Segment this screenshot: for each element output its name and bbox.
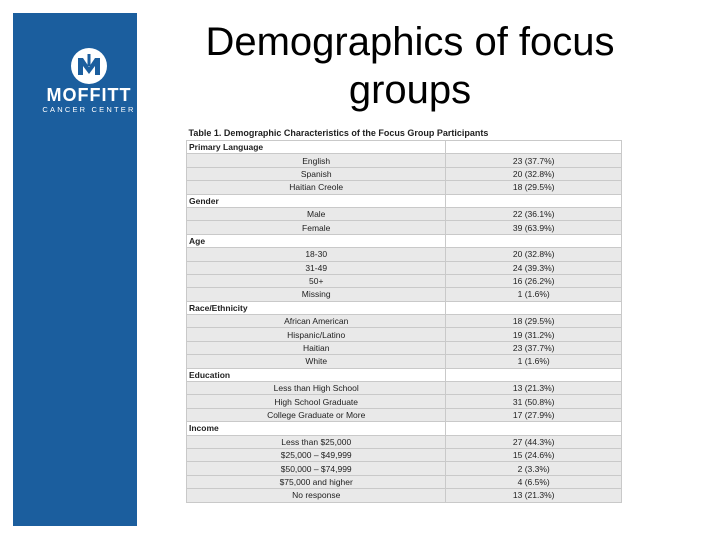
row-label: English: [187, 154, 446, 167]
section-title: Race/Ethnicity: [187, 301, 446, 314]
section-title: Gender: [187, 194, 446, 207]
logo-name: MOFFITT: [46, 85, 132, 105]
row-value: 1 (1.6%): [446, 288, 622, 301]
section-title: Age: [187, 234, 446, 247]
section-empty-cell: [446, 194, 622, 207]
table-row: [187, 221, 622, 234]
row-value: 24 (39.3%): [446, 261, 622, 274]
row-label: Less than $25,000: [187, 435, 446, 448]
row-value: 16 (26.2%): [446, 274, 622, 287]
section-empty-cell: [446, 422, 622, 435]
table-row: [187, 355, 622, 368]
row-label: Male: [187, 207, 446, 220]
row-label: Female: [187, 221, 446, 234]
row-label: $25,000 – $49,999: [187, 448, 446, 461]
section-header-row: [187, 194, 622, 207]
table-row: [187, 315, 622, 328]
row-value: 19 (31.2%): [446, 328, 622, 341]
table-row: [187, 341, 622, 354]
table-row: [187, 207, 622, 220]
brand-sidebar: [13, 13, 137, 526]
row-label: African American: [187, 315, 446, 328]
row-value: 39 (63.9%): [446, 221, 622, 234]
row-value: 18 (29.5%): [446, 315, 622, 328]
moffitt-logo-icon: [69, 46, 109, 86]
row-label: Haitian Creole: [187, 181, 446, 194]
logo-subtitle: CANCER CENTER: [42, 105, 136, 114]
section-header-row: [187, 301, 622, 314]
section-title: Primary Language: [187, 141, 446, 154]
row-value: 27 (44.3%): [446, 435, 622, 448]
row-value: 4 (6.5%): [446, 475, 622, 488]
table-row: [187, 328, 622, 341]
row-label: 18-30: [187, 248, 446, 261]
section-title: Income: [187, 422, 446, 435]
row-value: 31 (50.8%): [446, 395, 622, 408]
table-row: [187, 288, 622, 301]
table-row: [187, 475, 622, 488]
slide-title-line-2: groups: [348, 68, 472, 112]
section-empty-cell: [446, 141, 622, 154]
table-caption: Table 1. Demographic Characteristics of the Focus Group Participants: [187, 126, 622, 141]
row-label: White: [187, 355, 446, 368]
table-row: [187, 462, 622, 475]
row-value: 23 (37.7%): [446, 154, 622, 167]
table-row: [187, 154, 622, 167]
row-value: 17 (27.9%): [446, 408, 622, 421]
table-row: [187, 395, 622, 408]
row-value: 22 (36.1%): [446, 207, 622, 220]
section-header-row: [187, 368, 622, 381]
row-value: 13 (21.3%): [446, 489, 622, 502]
table-row: [187, 167, 622, 180]
section-header-row: [187, 141, 622, 154]
row-value: 1 (1.6%): [446, 355, 622, 368]
table-row: [187, 435, 622, 448]
row-label: College Graduate or More: [187, 408, 446, 421]
section-header-row: [187, 234, 622, 247]
slide-title: [170, 18, 650, 114]
row-label: Missing: [187, 288, 446, 301]
row-label: No response: [187, 489, 446, 502]
row-value: 13 (21.3%): [446, 382, 622, 395]
table-caption-row: [187, 126, 622, 141]
section-title: Education: [187, 368, 446, 381]
row-value: 20 (32.8%): [446, 167, 622, 180]
table-row: [187, 181, 622, 194]
section-header-row: [187, 422, 622, 435]
row-value: 23 (37.7%): [446, 341, 622, 354]
section-empty-cell: [446, 234, 622, 247]
row-label: Less than High School: [187, 382, 446, 395]
row-label: 31-49: [187, 261, 446, 274]
row-value: 2 (3.3%): [446, 462, 622, 475]
table-row: [187, 261, 622, 274]
row-label: $50,000 – $74,999: [187, 462, 446, 475]
row-label: Hispanic/Latino: [187, 328, 446, 341]
slide-title-line-1: Demographics of focus: [205, 20, 615, 64]
table-row: [187, 489, 622, 502]
row-value: 18 (29.5%): [446, 181, 622, 194]
row-value: 20 (32.8%): [446, 248, 622, 261]
section-empty-cell: [446, 368, 622, 381]
row-label: 50+: [187, 274, 446, 287]
demographics-table: [186, 126, 622, 503]
table-row: [187, 382, 622, 395]
row-label: Haitian: [187, 341, 446, 354]
section-empty-cell: [446, 301, 622, 314]
table-row: [187, 408, 622, 421]
table-row: [187, 274, 622, 287]
row-label: High School Graduate: [187, 395, 446, 408]
row-label: Spanish: [187, 167, 446, 180]
row-value: 15 (24.6%): [446, 448, 622, 461]
demographics-table-container: [186, 126, 622, 503]
row-label: $75,000 and higher: [187, 475, 446, 488]
table-row: [187, 448, 622, 461]
table-row: [187, 248, 622, 261]
